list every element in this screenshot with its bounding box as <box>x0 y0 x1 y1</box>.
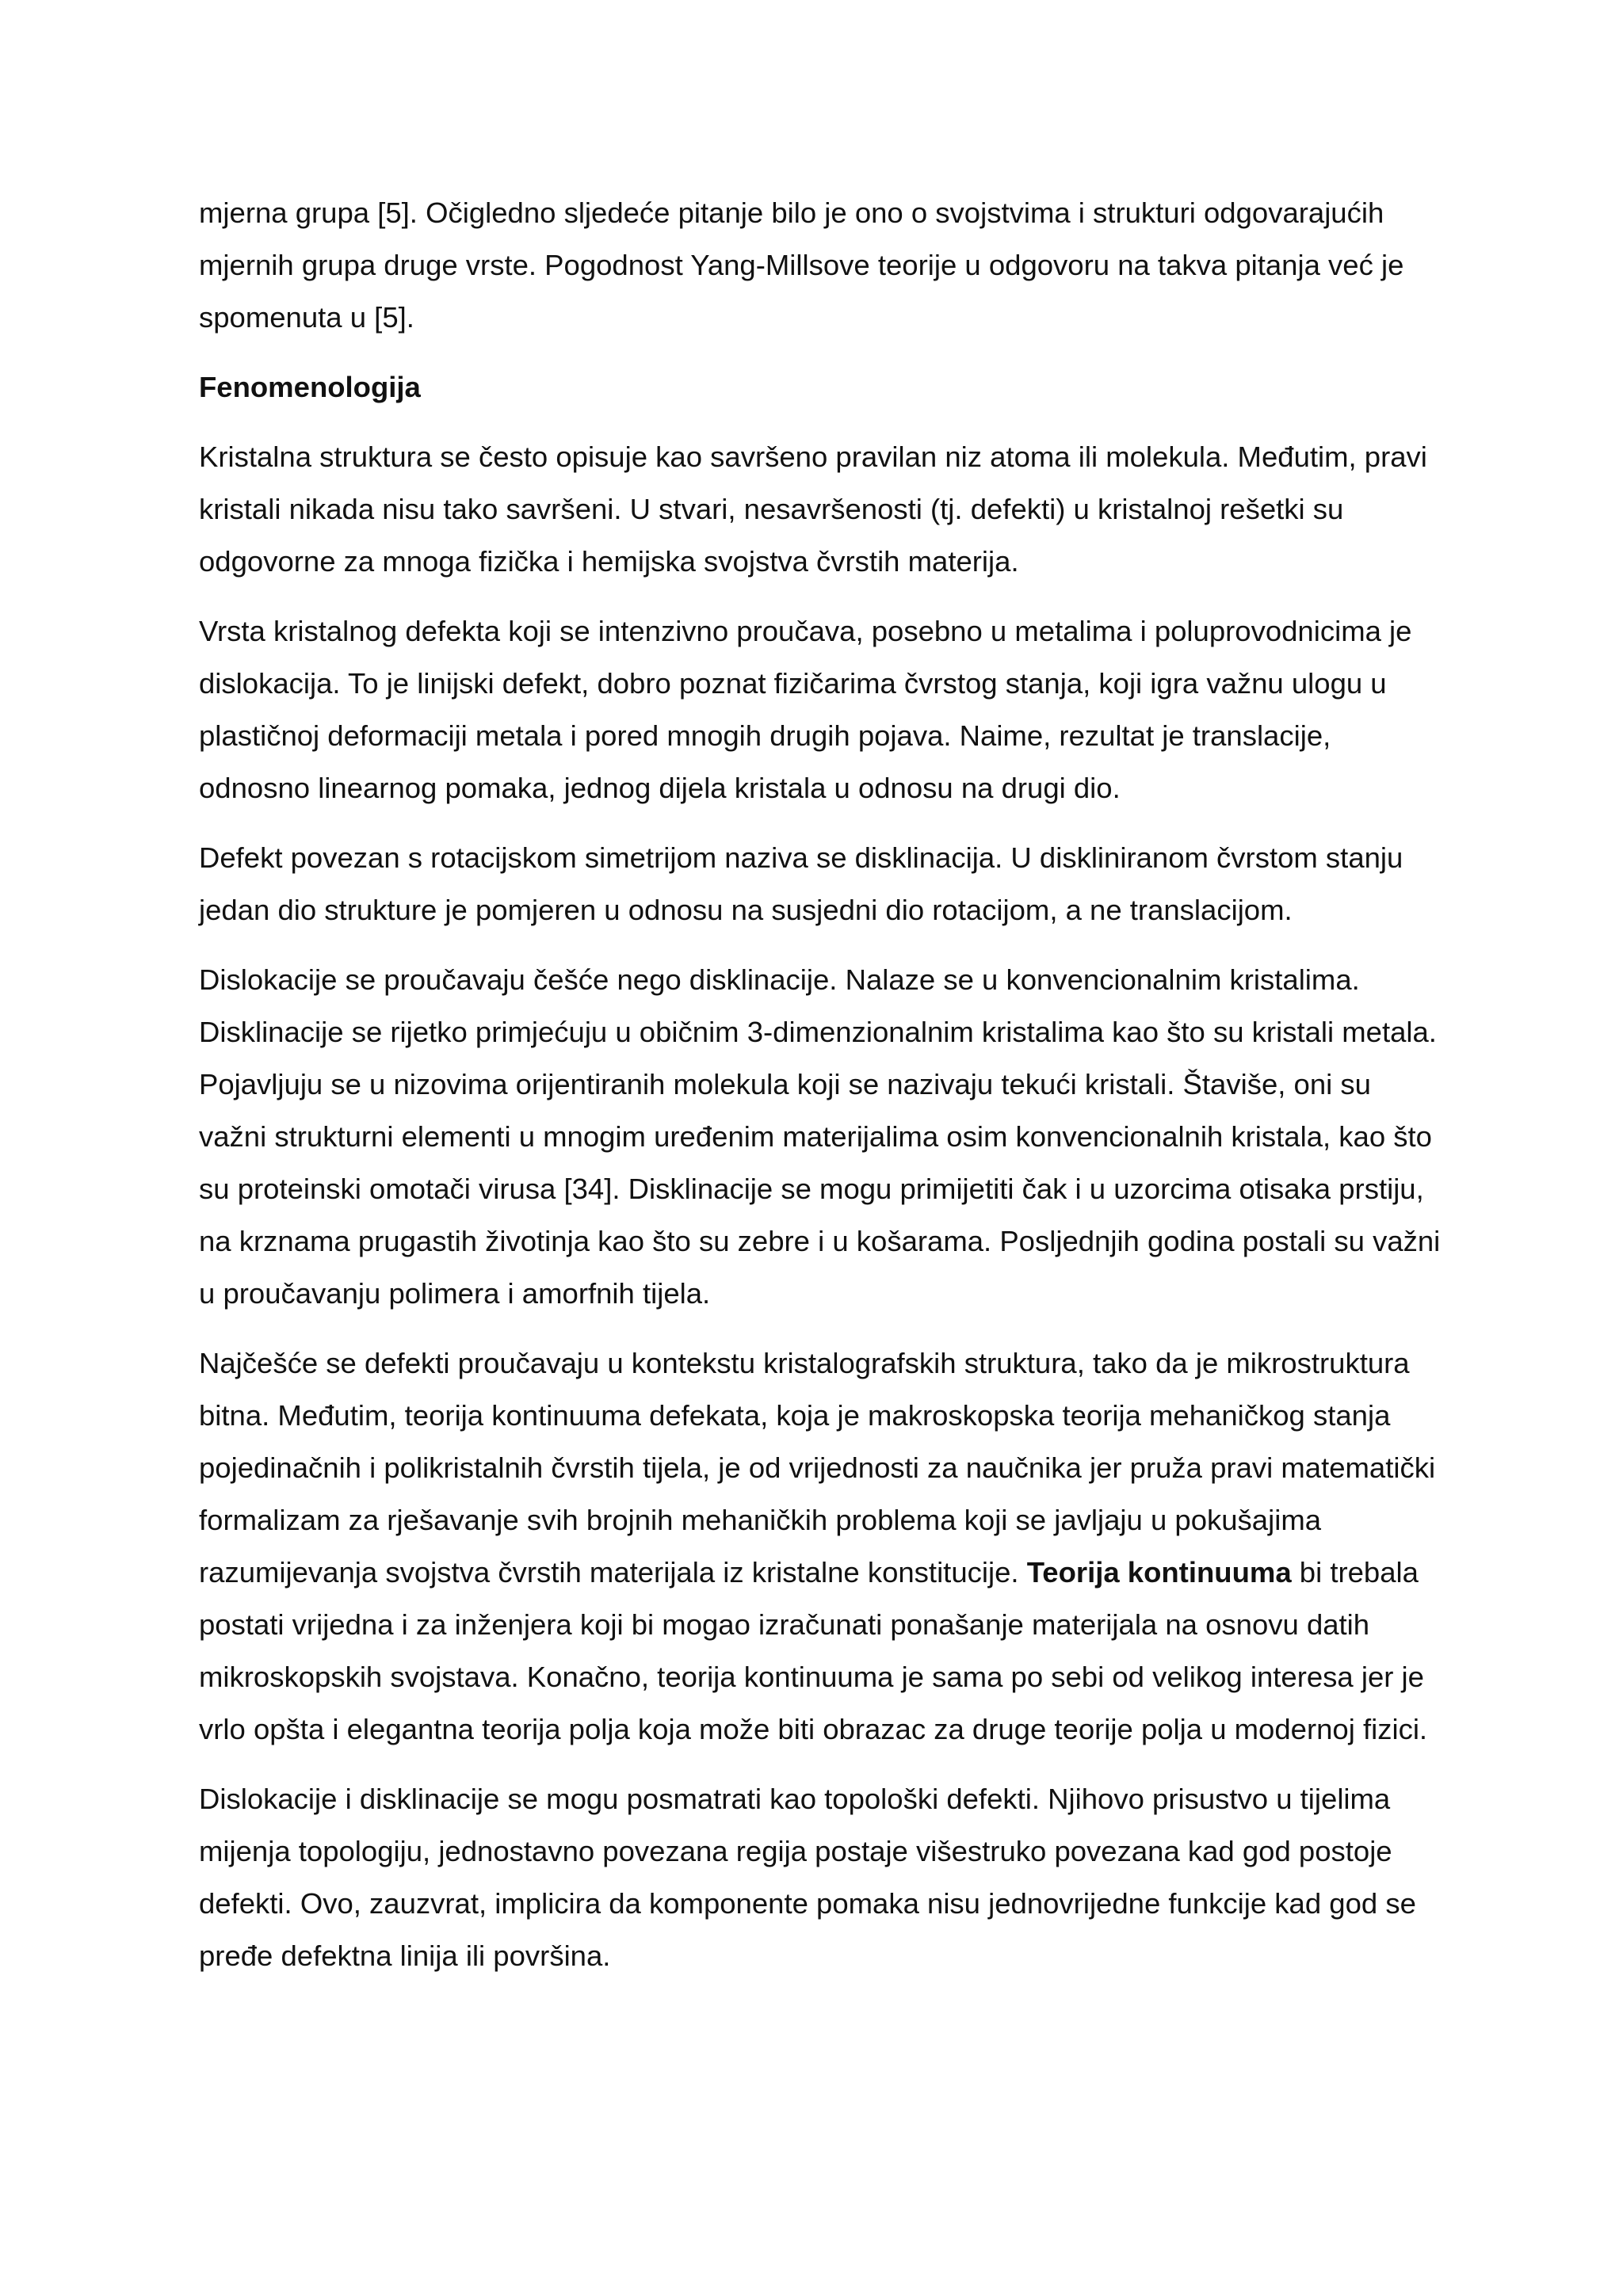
paragraph-dislocations-vs-disclinations: Dislokacije se proučavaju češće nego disklinacije. Nalaze se u konvencionalnim kristalima. Disklinacije se rijetko primjećuju u običnim 3-dimenzionalnim kristalima kao što su kristali metala. Pojavljuju se u nizovima orijentiranih molekula koji se nazivaju tekući kristali. Štaviše, oni su važni strukturni elementi u mnogim uređenim materijalima osim konvencionalnih kristala, kao što su proteinski omotači virusa [34]. Disklinacije se mogu primijetiti čak i u uzorcima otisaka prstiju, na krznama prugastih životinja kao što su zebre i u košarama. Posljednjih godina postali su važni u proučavanju polimera i amorfnih tijela. <box>199 963 1441 1310</box>
document-page <box>199 187 1443 2000</box>
section-heading: Fenomenologija <box>199 371 421 403</box>
paragraph-intro: mjerna grupa [5]. Očigledno sljedeće pitanje bilo je ono o svojstvima i strukturi odgovarajućih mjernih grupa druge vrste. Pogodnost Yang-Millsove teorije u odgovoru na takva pitanja već je spomenuta u [5]. <box>199 196 1404 334</box>
paragraph-disclination: Defekt povezan s rotacijskom simetrijom naziva se disklinacija. U diskliniranom čvrstom stanju jedan dio strukture je pomjeren u odnosu na susjedni dio rotacijom, a ne translacijom. <box>199 841 1403 926</box>
paragraph-topological-defects: Dislokacije i disklinacije se mogu posmatrati kao topološki defekti. Njihovo prisustvo u tijelima mijenja topologiju, jednostavno povezana regija postaje višestruko povezana kad god postoje defekti. Ovo, zauzvrat, implicira da komponente pomaka nisu jednovrijedne funkcije kad god se pređe defektna linija ili površina. <box>199 1783 1416 1972</box>
continuum-theory-text-b: bi trebala postati vrijedna i za inženjera koji bi mogao izračunati ponašanje materijala na osnovu datih mikroskopskih svojstava. Konačno, teorija kontinuuma je sama po sebi od velikog interesa jer je vrlo opšta i elegantna teorija polja koja može biti obrazac za druge teorije polja u modernoj fizici. <box>199 1556 1428 1745</box>
continuum-theory-bold-term: Teorija kontinuuma <box>1026 1556 1292 1589</box>
paragraph-crystal-structure: Kristalna struktura se često opisuje kao savršeno pravilan niz atoma ili molekula. Međutim, pravi kristali nikada nisu tako savršeni. U stvari, nesavršenosti (tj. defekti) u kristalnoj rešetki su odgovorne za mnoga fizička i hemijska svojstva čvrstih materija. <box>199 441 1427 578</box>
continuum-theory-text-a: Najčešće se defekti proučavaju u kontekstu kristalografskih struktura, tako da je mikrostruktura bitna. Međutim, teorija kontinuuma defekata, koja je makroskopska teorija mehaničkog stanja pojedinačnih i polikristalnih čvrstih tijela, je od vrijednosti za naučnika jer pruža pravi matematički formalizam za rješavanje svih brojnih mehaničkih problema koji se javljaju u pokušajima razumijevanja svojstva čvrstih materijala iz kristalne konstitucije. <box>199 1347 1436 1589</box>
paragraph-dislocation: Vrsta kristalnog defekta koji se intenzivno proučava, posebno u metalima i poluprovodnicima je dislokacija. To je linijski defekt, dobro poznat fizičarima čvrstog stanja, koji igra važnu ulogu u plastičnoj deformaciji metala i pored mnogih drugih pojava. Naime, rezultat je translacije, odnosno linearnog pomaka, jednog dijela kristala u odnosu na drugi dio. <box>199 615 1412 804</box>
paragraph-continuum-theory <box>199 1337 1443 1756</box>
